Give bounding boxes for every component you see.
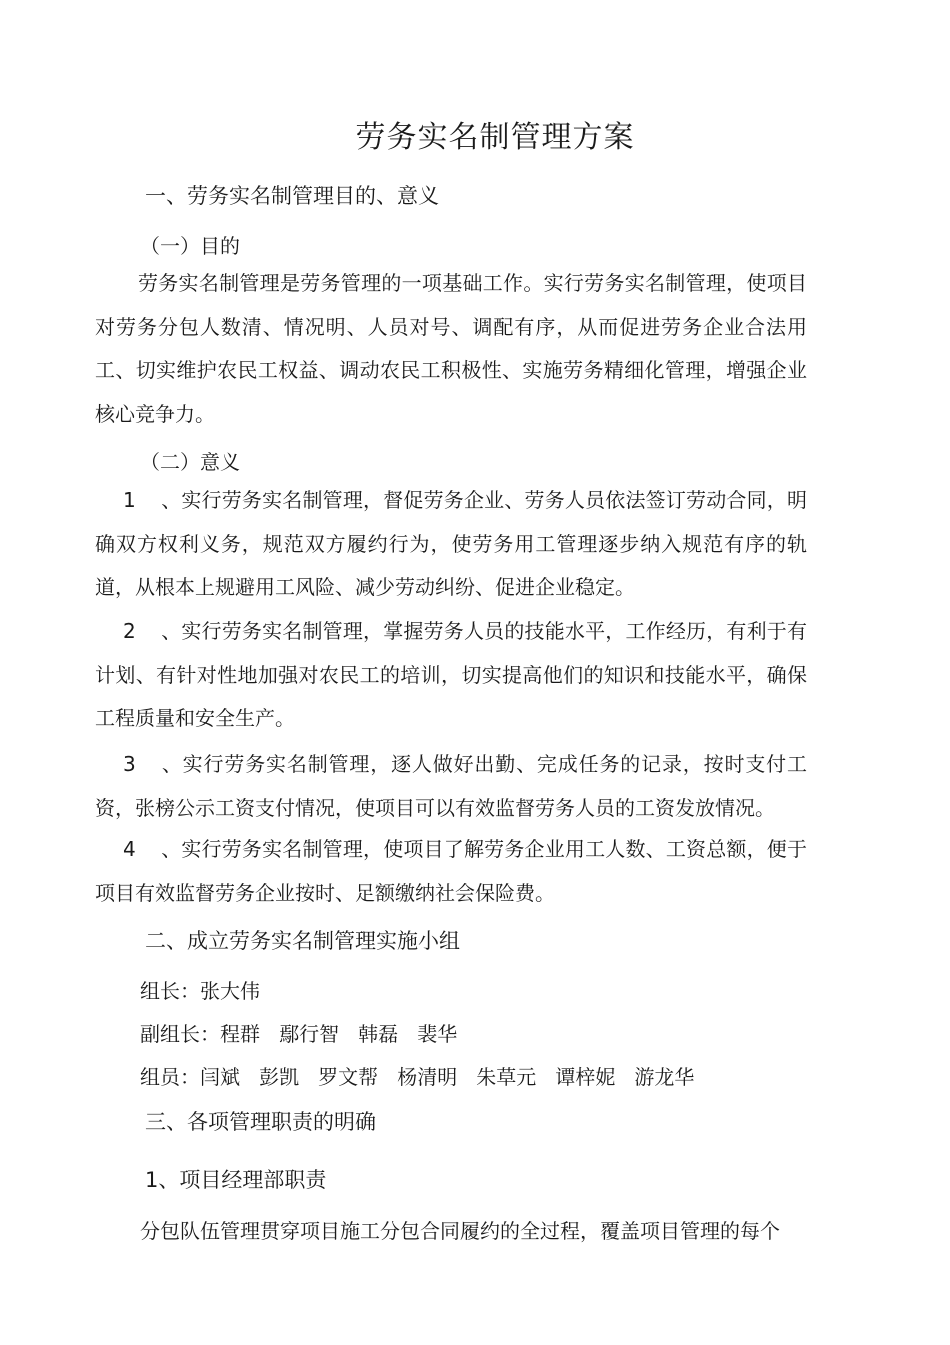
section1-heading: 一、劳务实名制管理目的、意义 bbox=[145, 184, 439, 208]
document-title: 劳务实名制管理方案 bbox=[355, 120, 635, 155]
item-number: 3 bbox=[123, 752, 136, 776]
section2-heading: 二、成立劳务实名制管理实施小组 bbox=[145, 929, 460, 953]
significance-item-4 bbox=[95, 828, 807, 915]
significance-item-2 bbox=[95, 610, 807, 741]
item-text: 、实行劳务实名制管理，掌握劳务人员的技能水平，工作经历，有利于有计划、有针对性地加强对农民工的培训，切实提高他们的知识和技能水平，确保工程质量和安全生产。 bbox=[95, 619, 807, 730]
significance-item-3 bbox=[95, 743, 807, 830]
item-text: 、实行劳务实名制管理，使项目了解劳务企业用工人数、工资总额，便于项目有效监督劳务企业按时、足额缴纳社会保险费。 bbox=[95, 837, 807, 905]
significance-item-1 bbox=[95, 479, 807, 610]
team-leader: 组长：张大伟 bbox=[140, 979, 260, 1003]
team-deputy-leaders: 副组长：程群 鄢行智 韩磊 裴华 bbox=[140, 1022, 458, 1046]
purpose-paragraph: 劳务实名制管理是劳务管理的一项基础工作。实行劳务实名制管理，使项目对劳务分包人数清、情况明、人员对号、调配有序，从而促进劳务企业合法用工、切实维护农民工权益、调动农民工积极性、实施劳务精细化管理，增强企业核心竞争力。 bbox=[95, 271, 807, 426]
item-number: 2 bbox=[123, 619, 136, 643]
section1-sub2-heading: （二）意义 bbox=[140, 450, 240, 474]
section1-sub1-heading: （一）目的 bbox=[140, 234, 240, 258]
team-members: 组员：闫斌 彭凯 罗文帮 杨清明 朱草元 谭梓妮 游龙华 bbox=[140, 1065, 695, 1089]
item-number: 1 bbox=[123, 488, 136, 512]
item-text: 、实行劳务实名制管理，逐人做好出勤、完成任务的记录，按时支付工资，张榜公示工资支付情况，使项目可以有效监督劳务人员的工资发放情况。 bbox=[95, 752, 807, 820]
item-text: 、实行劳务实名制管理，督促劳务企业、劳务人员依法签订劳动合同，明确双方权利义务，规范双方履约行为，使劳务用工管理逐步纳入规范有序的轨道，从根本上规避用工风险、减少劳动纠纷、促进企业稳定。 bbox=[95, 488, 807, 599]
section3-paragraph: 分包队伍管理贯穿项目施工分包合同履约的全过程，覆盖项目管理的每个 bbox=[140, 1219, 780, 1243]
section3-heading: 三、各项管理职责的明确 bbox=[145, 1110, 376, 1134]
item-number: 4 bbox=[123, 837, 136, 861]
section3-sub1-heading: 1、项目经理部职责 bbox=[145, 1168, 327, 1192]
